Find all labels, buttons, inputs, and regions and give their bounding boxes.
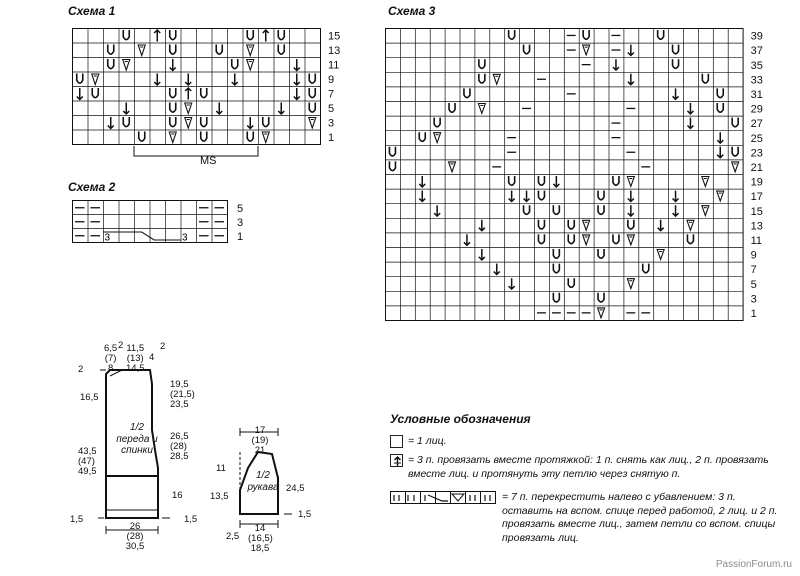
yarn-over-symbol <box>123 117 129 127</box>
scheme3-row-number: 5 <box>750 278 757 291</box>
legend-cross-symbol <box>390 491 498 505</box>
body-schematic <box>60 340 220 552</box>
body-right-armhole: 19,5 (21,5) 23,5 <box>170 379 195 410</box>
down-arrow-icon <box>479 220 485 231</box>
yarn-over-symbol <box>583 30 589 39</box>
down-arrow-icon <box>154 74 160 86</box>
sleeve-left-13-5: 13,5 <box>210 491 229 502</box>
down-arrow-icon <box>77 88 83 100</box>
legend-decrease-text: = 3 п. провязать вместе протяжкой: 1 п. снять как лиц., 2 п. провязать вместе лиц. и протянуть эту петлю через снятую п. <box>408 454 769 480</box>
double-decrease-symbol <box>627 279 634 289</box>
yarn-over-symbol <box>553 249 559 258</box>
double-decrease-symbol <box>92 74 99 85</box>
yarn-over-symbol <box>538 191 544 200</box>
scheme1-row-number: 11 <box>328 59 340 72</box>
down-arrow-icon <box>553 176 559 187</box>
yarn-over-symbol <box>170 30 176 40</box>
scheme3-row-number: 23 <box>750 147 763 160</box>
scheme1-row-number: 3 <box>328 117 335 130</box>
scheme2-cross-symbol <box>103 232 181 240</box>
yarn-over-symbol <box>702 74 708 83</box>
body-right-side: 26,5 (28) 28,5 <box>170 431 189 462</box>
down-arrow-icon <box>673 205 679 216</box>
down-arrow-icon <box>717 147 723 158</box>
down-arrow-icon <box>216 103 222 115</box>
yarn-over-symbol <box>77 74 83 84</box>
body-left-length: 43,5 (47) 49,5 <box>78 446 97 477</box>
scheme1-row-number: 15 <box>328 30 341 43</box>
yarn-over-symbol <box>92 88 98 98</box>
yarn-over-symbol <box>170 103 176 113</box>
yarn-over-symbol <box>464 88 470 97</box>
yarn-over-symbol <box>216 45 222 55</box>
down-arrow-icon <box>628 74 634 85</box>
scheme3-row-number: 17 <box>750 191 763 204</box>
double-decrease-symbol <box>185 118 192 129</box>
double-decrease-symbol <box>583 220 590 230</box>
yarn-over-symbol <box>673 59 679 68</box>
yarn-over-symbol <box>389 147 395 156</box>
down-arrow-icon <box>524 191 530 202</box>
yarn-over-symbol <box>717 88 723 97</box>
body-left-2: 2 <box>78 364 84 375</box>
legend-knit-text: = 1 лиц. <box>408 435 447 447</box>
scheme3-row-number: 27 <box>750 118 763 131</box>
legend-title: Условные обозначения <box>390 412 531 426</box>
body-label: 1/2 переда и спинки <box>116 422 158 456</box>
body-left-16-5: 16,5 <box>80 392 99 403</box>
yarn-over-symbol <box>524 45 530 54</box>
watermark: PassionForum.ru <box>715 559 792 570</box>
yarn-over-symbol <box>524 205 530 214</box>
down-arrow-icon <box>464 234 470 245</box>
down-arrow-icon <box>434 205 440 216</box>
scheme2-row-number: 3 <box>237 217 244 229</box>
down-arrow-icon <box>419 176 425 187</box>
down-arrow-icon <box>687 103 693 114</box>
yarn-over-symbol <box>553 293 559 302</box>
yarn-over-symbol <box>263 117 269 127</box>
yarn-over-symbol <box>201 88 207 98</box>
scheme3-row-number: 1 <box>750 308 757 320</box>
down-arrow-icon <box>673 191 679 202</box>
yarn-over-symbol <box>170 88 176 98</box>
scheme3-row-number: 9 <box>750 249 757 262</box>
scheme3-title: Схема 3 <box>388 4 436 18</box>
scheme3-row-number: 29 <box>750 103 763 116</box>
down-arrow-icon <box>419 191 425 202</box>
yarn-over-symbol <box>309 74 315 84</box>
down-arrow-icon <box>509 278 515 289</box>
yarn-over-symbol <box>170 45 176 55</box>
yarn-over-symbol <box>732 147 738 156</box>
yarn-over-symbol <box>108 59 114 69</box>
double-decrease-symbol <box>449 162 456 172</box>
down-arrow-icon <box>294 59 300 71</box>
yarn-over-symbol <box>139 132 145 142</box>
scheme2-row-number: 5 <box>237 203 244 215</box>
scheme3-row-number: 19 <box>750 176 763 189</box>
yarn-over-symbol <box>687 234 693 243</box>
yarn-over-symbol <box>278 30 284 40</box>
double-decrease-symbol <box>247 45 254 56</box>
body-top-shoulder: 11,5 (13) 14,5 <box>126 343 145 374</box>
sleeve-right-cuff: 1,5 <box>298 509 312 520</box>
body-right-hem: 1,5 <box>184 514 198 525</box>
yarn-over-symbol <box>538 220 544 229</box>
legend-cross-text: = 7 п. перекрестить налево с убавлением: 3 п. оставить на вспом. спице перед работой, 2 лиц. и 2 п. провязать вместе лиц., затем петли со вспом. спицы провязать лиц. <box>502 491 778 544</box>
yarn-over-symbol <box>309 103 315 113</box>
scheme1-row-number: 1 <box>328 132 335 144</box>
scheme3-row-number: 37 <box>750 45 763 58</box>
yarn-over-symbol <box>389 161 395 170</box>
yarn-over-symbol <box>247 132 253 142</box>
yarn-over-symbol <box>553 205 559 214</box>
scheme1-row-number: 5 <box>328 103 335 115</box>
double-decrease-symbol <box>309 118 316 129</box>
double-decrease-symbol <box>627 235 634 245</box>
yarn-over-symbol <box>643 264 649 273</box>
yarn-over-symbol <box>717 103 723 112</box>
down-arrow-icon <box>628 205 634 216</box>
down-arrow-icon <box>628 45 634 56</box>
double-decrease-symbol <box>262 132 269 143</box>
double-decrease-symbol <box>717 191 724 201</box>
scheme3-row-number: 31 <box>750 89 763 101</box>
yarn-over-symbol <box>613 234 619 243</box>
body-top-neck-depth: 2 <box>118 340 124 351</box>
down-arrow-icon <box>170 59 176 71</box>
yarn-over-symbol <box>732 118 738 127</box>
down-arrow-icon <box>717 132 723 143</box>
double-decrease-symbol <box>185 103 192 114</box>
double-decrease-symbol <box>687 220 694 230</box>
sleeve-top-width: 17 (19) 21 <box>251 425 269 456</box>
double-decrease-symbol <box>702 206 709 216</box>
down-arrow-icon <box>494 264 500 275</box>
double-decrease-symbol <box>657 250 664 260</box>
yarn-over-symbol <box>419 132 425 141</box>
sleeve-left-11: 11 <box>216 463 226 474</box>
scheme1-row-number: 7 <box>328 88 335 101</box>
body-right-16: 16 <box>172 490 183 501</box>
double-decrease-symbol <box>123 60 130 71</box>
scheme3-row-number: 35 <box>750 59 763 72</box>
yarn-over-symbol <box>673 45 679 54</box>
yarn-over-symbol <box>479 74 485 83</box>
yarn-over-symbol <box>509 30 515 39</box>
scheme1-repeat-label: MS <box>200 155 217 167</box>
legend-knit-symbol <box>390 435 403 448</box>
yarn-over-symbol <box>449 103 455 112</box>
yarn-over-symbol <box>613 176 619 185</box>
scheme3-row-number: 3 <box>750 293 757 306</box>
decrease-arrow-icon <box>391 455 404 468</box>
double-decrease-symbol <box>247 60 254 71</box>
body-bottom-width: 26 (28) 30,5 <box>125 521 145 552</box>
yarn-over-symbol <box>568 234 574 243</box>
down-arrow-icon <box>294 88 300 100</box>
decrease-arrow-icon <box>263 30 269 42</box>
yarn-over-symbol <box>278 45 284 55</box>
decrease-arrow-icon <box>185 88 191 100</box>
yarn-over-symbol <box>538 234 544 243</box>
yarn-over-symbol <box>598 293 604 302</box>
yarn-over-symbol <box>568 220 574 229</box>
down-arrow-icon <box>613 59 619 70</box>
scheme2-title: Схема 2 <box>68 180 116 194</box>
sleeve-right-length: 24,5 <box>286 483 305 494</box>
sleeve-schematic <box>200 420 320 560</box>
sleeve-left-cuff: 2,5 <box>226 531 240 542</box>
scheme3-row-number: 7 <box>750 264 757 277</box>
body-top-neck-width: 6,5 (7) 8 <box>104 343 118 374</box>
sleeve-label: 1/2 рукава <box>247 470 279 493</box>
yarn-over-symbol <box>658 30 664 39</box>
scheme3-row-number: 33 <box>750 74 763 87</box>
legend-decrease-symbol <box>390 454 403 467</box>
yarn-over-symbol <box>309 88 315 98</box>
body-left-hem: 1,5 <box>70 514 84 525</box>
double-decrease-symbol <box>434 133 441 143</box>
yarn-over-symbol <box>479 59 485 68</box>
body-top-shoulder-slope: 2 <box>160 341 166 352</box>
double-decrease-symbol <box>583 235 590 245</box>
down-arrow-icon <box>628 191 634 202</box>
scheme2-chart <box>72 200 252 250</box>
down-arrow-icon <box>278 103 284 115</box>
down-arrow-icon <box>673 88 679 99</box>
down-arrow-icon <box>108 117 114 129</box>
scheme3-chart <box>385 28 787 338</box>
scheme3-row-number: 15 <box>750 205 763 218</box>
double-decrease-symbol <box>598 308 605 318</box>
yarn-over-symbol <box>247 30 253 40</box>
down-arrow-icon <box>509 191 515 202</box>
scheme2-cell-label: 3 <box>104 232 111 244</box>
yarn-over-symbol <box>232 59 238 69</box>
sleeve-bottom-width: 14 (16,5) 18,5 <box>248 523 273 554</box>
double-decrease-symbol <box>627 177 634 187</box>
down-arrow-icon <box>658 220 664 231</box>
double-decrease-symbol <box>493 74 500 84</box>
down-arrow-icon <box>294 74 300 86</box>
double-decrease-symbol <box>583 45 590 55</box>
yarn-over-symbol <box>553 264 559 273</box>
double-decrease-symbol <box>732 162 739 172</box>
scheme1-title: Схема 1 <box>68 4 116 18</box>
scheme3-row-number: 13 <box>750 220 763 233</box>
scheme2-row-number: 1 <box>237 231 244 243</box>
yarn-over-symbol <box>201 132 207 142</box>
yarn-over-symbol <box>509 176 515 185</box>
double-decrease-symbol <box>138 45 145 56</box>
down-arrow-icon <box>247 117 253 129</box>
yarn-over-symbol <box>568 278 574 287</box>
yarn-over-symbol <box>170 117 176 127</box>
scheme1-row-number: 9 <box>328 74 335 86</box>
down-arrow-icon <box>687 118 693 129</box>
down-arrow-icon <box>185 74 191 86</box>
body-top-armhole-edge: 4 <box>149 352 155 363</box>
yarn-over-symbol <box>123 30 129 40</box>
scheme3-row-number: 39 <box>750 30 763 43</box>
yarn-over-symbol <box>538 176 544 185</box>
double-decrease-symbol <box>702 177 709 187</box>
yarn-over-symbol <box>201 117 207 127</box>
down-arrow-icon <box>479 249 485 260</box>
yarn-over-symbol <box>434 118 440 127</box>
scheme3-row-number: 11 <box>750 235 763 247</box>
yarn-over-symbol <box>598 205 604 214</box>
yarn-over-symbol <box>108 45 114 55</box>
down-arrow-icon <box>232 74 238 86</box>
scheme1-repeat-bracket <box>134 146 258 156</box>
yarn-over-symbol <box>598 249 604 258</box>
double-decrease-symbol <box>478 104 485 114</box>
double-decrease-symbol <box>169 132 176 143</box>
down-arrow-icon <box>123 103 129 115</box>
decrease-arrow-icon <box>154 30 160 42</box>
scheme3-row-number: 21 <box>750 162 763 174</box>
scheme1-row-number: 13 <box>328 45 341 57</box>
yarn-over-symbol <box>598 191 604 200</box>
scheme3-row-number: 25 <box>750 132 763 145</box>
scheme2-cell-label: 3 <box>182 232 188 244</box>
yarn-over-symbol <box>628 220 634 229</box>
